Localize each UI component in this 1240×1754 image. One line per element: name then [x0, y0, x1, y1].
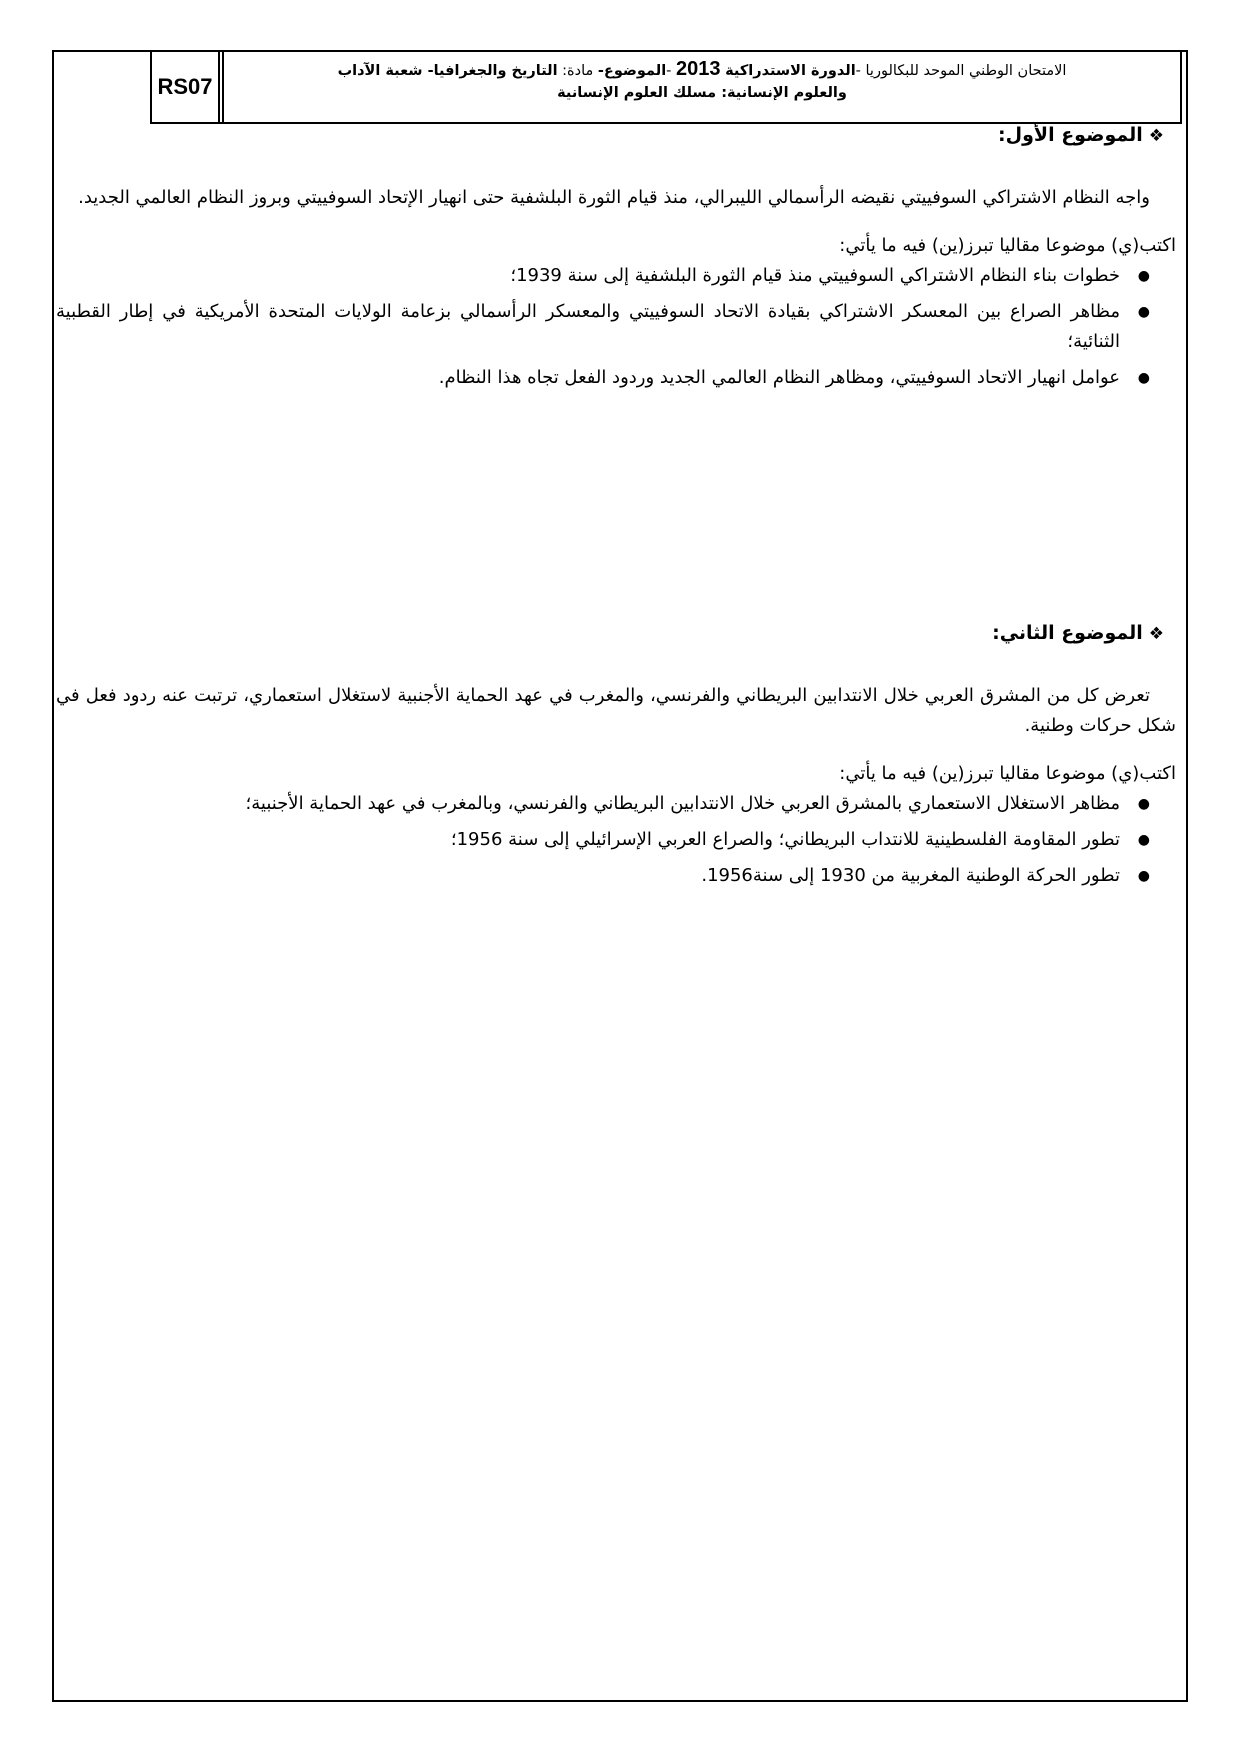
bullet-icon: ●	[1137, 268, 1150, 284]
bullet-icon: ●	[1137, 796, 1150, 812]
topic-1-title-text: الموضوع الأول:	[998, 124, 1143, 146]
header-year: 2013	[676, 58, 721, 80]
header-line-1	[232, 58, 1172, 82]
topic-2-paragraph: تعرض كل من المشرق العربي خلال الانتدابين البريطاني والفرنسي، والمغرب في عهد الحماية الأجنبية لاستغلال استعماري، ترتبت عنه ردود فعل في شكل حركات وطنية.	[56, 685, 1176, 736]
list-item: ● عوامل انهيار الاتحاد السوفييتي، ومظاهر النظام العالمي الجديد وردود الفعل تجاه هذا النظام.	[56, 363, 1176, 393]
topic-1-instruction: اكتب(ي) موضوعا مقاليا تبرز(ين) فيه ما يأتي:	[839, 235, 1176, 256]
topic-1-paragraph: واجه النظام الاشتراكي السوفييتي نقيضه الرأسمالي الليبرالي، منذ قيام الثورة البلشفية حتى انهيار الإتحاد السوفييتي وبروز النظام العالمي الجديد.	[78, 187, 1150, 208]
exam-header-text	[224, 52, 1180, 122]
exam-header	[150, 50, 1182, 124]
topic-1-title	[56, 120, 1176, 151]
header-line-2: والعلوم الإنسانية: مسلك العلوم الإنسانية	[557, 85, 847, 101]
header-course-label: مادة:	[557, 63, 598, 79]
header-exam-name: الامتحان الوطني الموحد للبكالوريا -	[855, 63, 1067, 79]
bullet-icon: ●	[1137, 304, 1150, 320]
topic-2-title-text: الموضوع الثاني:	[992, 622, 1143, 644]
topic-1	[56, 120, 1176, 399]
diamond-star-icon: ❖	[1148, 624, 1164, 644]
header-sep: -	[666, 63, 677, 79]
header-subject-label: الموضوع-	[597, 63, 667, 79]
bullet-icon: ●	[1137, 832, 1150, 848]
list-item: ● تطور المقاومة الفلسطينية للانتداب البريطاني؛ والصراع العربي الإسرائيلي إلى سنة 1956؛	[56, 825, 1176, 855]
topic-2-title	[56, 618, 1176, 649]
diamond-star-icon: ❖	[1148, 126, 1164, 146]
list-item: ● تطور الحركة الوطنية المغربية من 1930 إلى سنة1956.	[56, 861, 1176, 891]
topic-2	[56, 618, 1176, 897]
list-item: ● خطوات بناء النظام الاشتراكي السوفييتي منذ قيام الثورة البلشفية إلى سنة 1939؛	[56, 261, 1176, 291]
header-course: التاريخ والجغرافيا- شعبة الآداب	[337, 63, 558, 79]
exam-code: RS07	[152, 52, 224, 122]
topic-2-points	[56, 789, 1176, 891]
header-session: الدورة الاستدراكية	[725, 63, 856, 79]
list-item: ● مظاهر الصراع بين المعسكر الاشتراكي بقيادة الاتحاد السوفييتي والمعسكر الرأسمالي بزعامة الولايات المتحدة الأمريكية في إطار القطبية الثنائية؛	[56, 297, 1176, 357]
bullet-icon: ●	[1137, 868, 1150, 884]
topic-1-points	[56, 261, 1176, 393]
list-item: ● مظاهر الاستغلال الاستعماري بالمشرق العربي خلال الانتدابين البريطاني والفرنسي، وبالمغرب في عهد الحماية الأجنبية؛	[56, 789, 1176, 819]
topic-2-instruction: اكتب(ي) موضوعا مقاليا تبرز(ين) فيه ما يأتي:	[839, 763, 1176, 784]
bullet-icon: ●	[1137, 370, 1150, 386]
